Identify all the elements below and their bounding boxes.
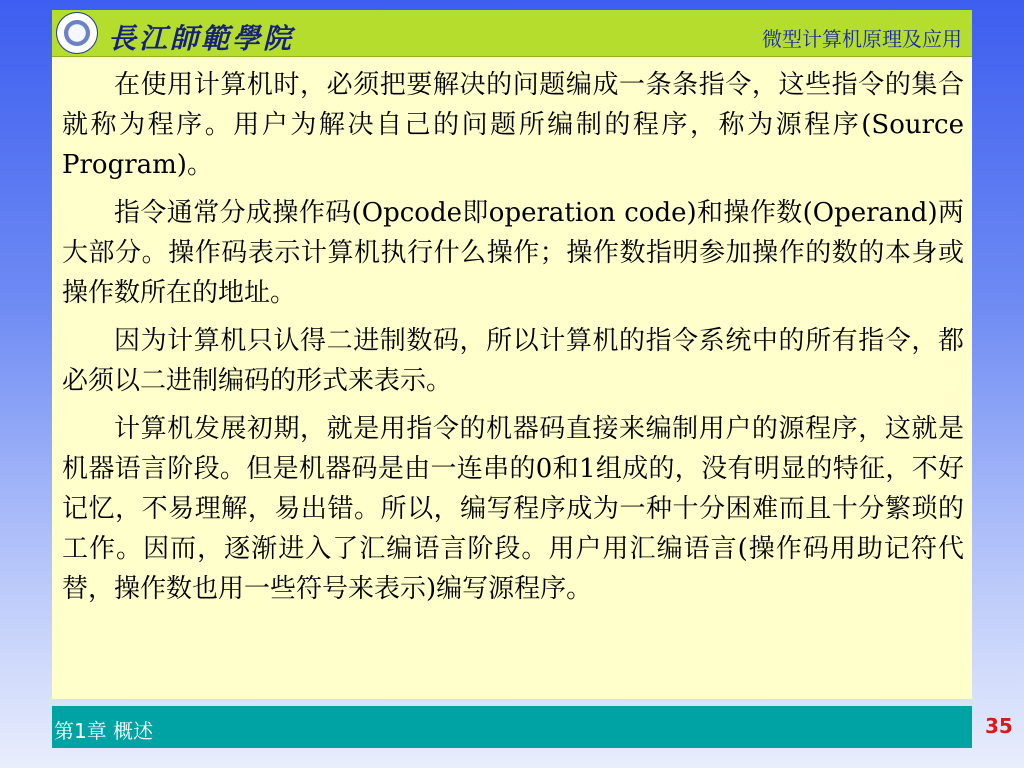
college-seal-icon — [56, 12, 98, 54]
page-number: 35 — [985, 714, 1013, 738]
header-bar — [52, 10, 972, 57]
college-name-logo: 長江師範學院 — [108, 22, 295, 55]
paragraph-4: 计算机发展初期，就是用指令的机器码直接来编制用户的源程序，这就是机器语言阶段。但是机器码是由一连串的0和1组成的，没有明显的特征，不好记忆，不易理解，易出错。所以，编写程序成为一种十分困难而且十分繁琐的工作。因而，逐渐进入了汇编语言阶段。用户用汇编语言(操作码用助记符代替，操作数也用一些符号来表示)编写源程序。 — [62, 414, 964, 604]
paragraph-2: 指令通常分成操作码(Opcode即operation code)和操作数(Operand)两大部分。操作码表示计算机执行什么操作；操作数指明参加操作的数的本身或操作数所在的地址。 — [62, 198, 964, 308]
slide-content — [52, 57, 972, 699]
paragraph-3: 因为计算机只认得二进制数码，所以计算机的指令系统中的所有指令，都必须以二进制编码的形式来表示。 — [62, 326, 964, 396]
chapter-label: 第1章 概述 — [54, 719, 154, 743]
paragraph-1: 在使用计算机时，必须把要解决的问题编成一条条指令，这些指令的集合就称为程序。用户为解决自己的问题所编制的程序，称为源程序(Source Program)。 — [62, 70, 964, 180]
footer-bar — [52, 706, 972, 748]
course-title: 微型计算机原理及应用 — [762, 27, 962, 51]
